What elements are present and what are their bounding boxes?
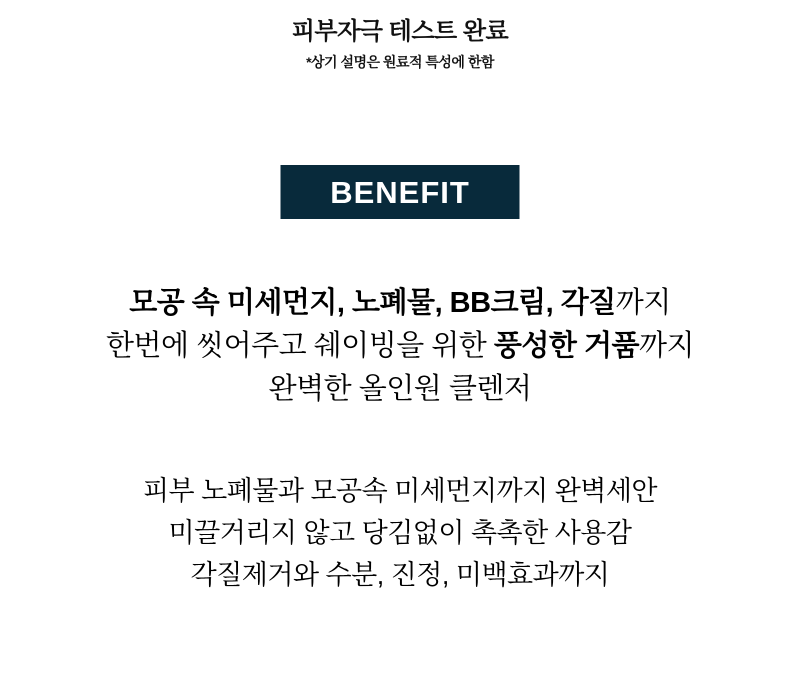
skin-test-disclaimer: *상기 설명은 원료적 특성에 한함 — [306, 54, 494, 70]
benefit-badge — [281, 165, 520, 219]
benefit-heading-line-2 — [0, 325, 800, 368]
benefit-description — [0, 470, 800, 596]
benefit-heading — [0, 282, 800, 411]
benefit-heading-line-1 — [0, 282, 800, 325]
benefit-heading-line-3 — [0, 368, 800, 411]
heading-line3-text: 완벽한 올인원 클렌저 — [268, 373, 532, 405]
description-line: 피부 노폐물과 모공속 미세먼지까지 완벽세안 — [142, 476, 658, 506]
description-line: 미끌거리지 않고 당김없이 촉촉한 사용감 — [168, 518, 632, 548]
description-line: 각질제거와 수분, 진정, 미백효과까지 — [190, 560, 610, 590]
benefit-badge-label: BENEFIT — [330, 174, 470, 210]
skin-test-title: 피부자극 테스트 완료 — [291, 18, 509, 45]
heading-line1-bold-text: 모공 속 미세먼지, 노폐물, BB크림, 각질 — [129, 287, 616, 319]
heading-line2-regular-end-text: 까지 — [639, 330, 695, 362]
skin-test-section — [0, 18, 800, 70]
heading-line1-regular-text: 까지 — [615, 287, 671, 319]
heading-line2-regular-start-text: 한번에 씻어주고 쉐이빙을 위한 — [105, 330, 494, 362]
heading-line2-bold-text: 풍성한 거품 — [493, 330, 640, 362]
